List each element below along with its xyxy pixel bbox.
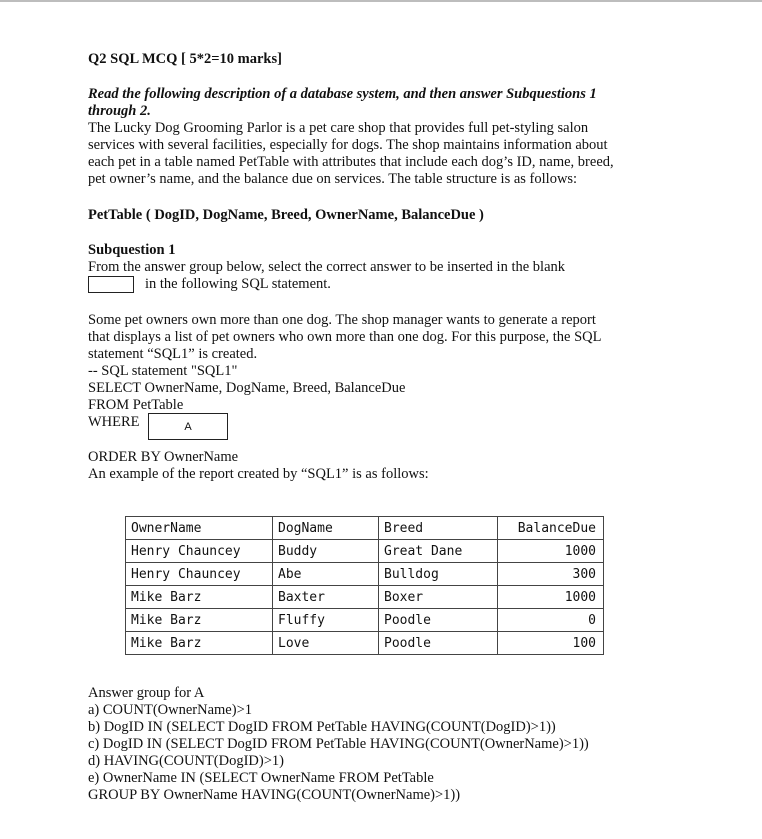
cell-owner: Mike Barz xyxy=(126,632,273,655)
header-breed: Breed xyxy=(379,517,498,540)
description-line: services with several facilities, especially for dogs. The shop maintains information about xyxy=(88,137,608,153)
cell-balance: 0 xyxy=(498,609,604,632)
scenario-line: that displays a list of pet owners who own more than one dog. For this purpose, the SQL xyxy=(88,329,602,345)
answer-option-d: d) HAVING(COUNT(DogID)>1) xyxy=(88,753,284,769)
subquestion-heading: Subquestion 1 xyxy=(88,242,176,258)
description-line: each pet in a table named PetTable with attributes that include each dog’s ID, name, breed, xyxy=(88,154,614,170)
answer-option-b: b) DogID IN (SELECT DogID FROM PetTable HAVING(COUNT(DogID)>1)) xyxy=(88,719,556,735)
cell-dog: Love xyxy=(273,632,379,655)
cell-balance: 1000 xyxy=(498,540,604,563)
cell-dog: Buddy xyxy=(273,540,379,563)
blank-a-label: A xyxy=(184,420,192,433)
instruction-line-1: Read the following description of a database system, and then answer Subquestions 1 xyxy=(88,86,597,102)
table-row xyxy=(126,586,604,609)
cell-dog: Abe xyxy=(273,563,379,586)
cell-breed: Poodle xyxy=(379,632,498,655)
header-balance-due: BalanceDue xyxy=(498,517,604,540)
answer-group-heading: Answer group for A xyxy=(88,685,205,701)
sql-comment: -- SQL statement "SQL1" xyxy=(88,363,238,379)
top-border xyxy=(0,0,762,2)
example-intro: An example of the report created by “SQL1” is as follows: xyxy=(88,466,429,482)
cell-owner: Henry Chauncey xyxy=(126,563,273,586)
table-row xyxy=(126,632,604,655)
table-row xyxy=(126,563,604,586)
cell-breed: Bulldog xyxy=(379,563,498,586)
header-owner-name: OwnerName xyxy=(126,517,273,540)
cell-owner: Mike Barz xyxy=(126,609,273,632)
blank-box-inline[interactable] xyxy=(88,276,134,293)
answer-option-e-cont: GROUP BY OwnerName HAVING(COUNT(OwnerName)>1)) xyxy=(88,787,461,803)
cell-breed: Boxer xyxy=(379,586,498,609)
cell-balance: 100 xyxy=(498,632,604,655)
instruction-line-2: through 2. xyxy=(88,103,151,119)
table-header-row xyxy=(126,517,604,540)
cell-breed: Poodle xyxy=(379,609,498,632)
answer-option-a: a) COUNT(OwnerName)>1 xyxy=(88,702,252,718)
answer-option-e: e) OwnerName IN (SELECT OwnerName FROM PetTable xyxy=(88,770,434,786)
description-line: pet owner’s name, and the balance due on services. The table structure is as follows: xyxy=(88,171,578,187)
header-dog-name: DogName xyxy=(273,517,379,540)
sql-where-label: WHERE xyxy=(88,414,140,430)
scenario-line: statement “SQL1” is created. xyxy=(88,346,258,362)
answer-option-c: c) DogID IN (SELECT DogID FROM PetTable HAVING(COUNT(OwnerName)>1)) xyxy=(88,736,589,752)
cell-balance: 1000 xyxy=(498,586,604,609)
sql-select: SELECT OwnerName, DogName, Breed, BalanceDue xyxy=(88,380,406,396)
description-line: The Lucky Dog Grooming Parlor is a pet care shop that provides full pet-styling salon xyxy=(88,120,589,136)
report-table xyxy=(125,516,604,655)
table-row xyxy=(126,609,604,632)
subquestion-instruction-cont: in the following SQL statement. xyxy=(145,276,331,292)
sql-from: FROM PetTable xyxy=(88,397,184,413)
question-title: Q2 SQL MCQ [ 5*2=10 marks] xyxy=(88,51,282,67)
cell-owner: Mike Barz xyxy=(126,586,273,609)
cell-owner: Henry Chauncey xyxy=(126,540,273,563)
subquestion-instruction: From the answer group below, select the correct answer to be inserted in the blank xyxy=(88,259,565,275)
cell-dog: Fluffy xyxy=(273,609,379,632)
cell-balance: 300 xyxy=(498,563,604,586)
table-row xyxy=(126,540,604,563)
blank-a-box[interactable] xyxy=(148,413,228,440)
cell-breed: Great Dane xyxy=(379,540,498,563)
cell-dog: Baxter xyxy=(273,586,379,609)
table-structure: PetTable ( DogID, DogName, Breed, OwnerName, BalanceDue ) xyxy=(88,207,484,223)
sql-order-by: ORDER BY OwnerName xyxy=(88,449,239,465)
scenario-line: Some pet owners own more than one dog. The shop manager wants to generate a report xyxy=(88,312,596,328)
